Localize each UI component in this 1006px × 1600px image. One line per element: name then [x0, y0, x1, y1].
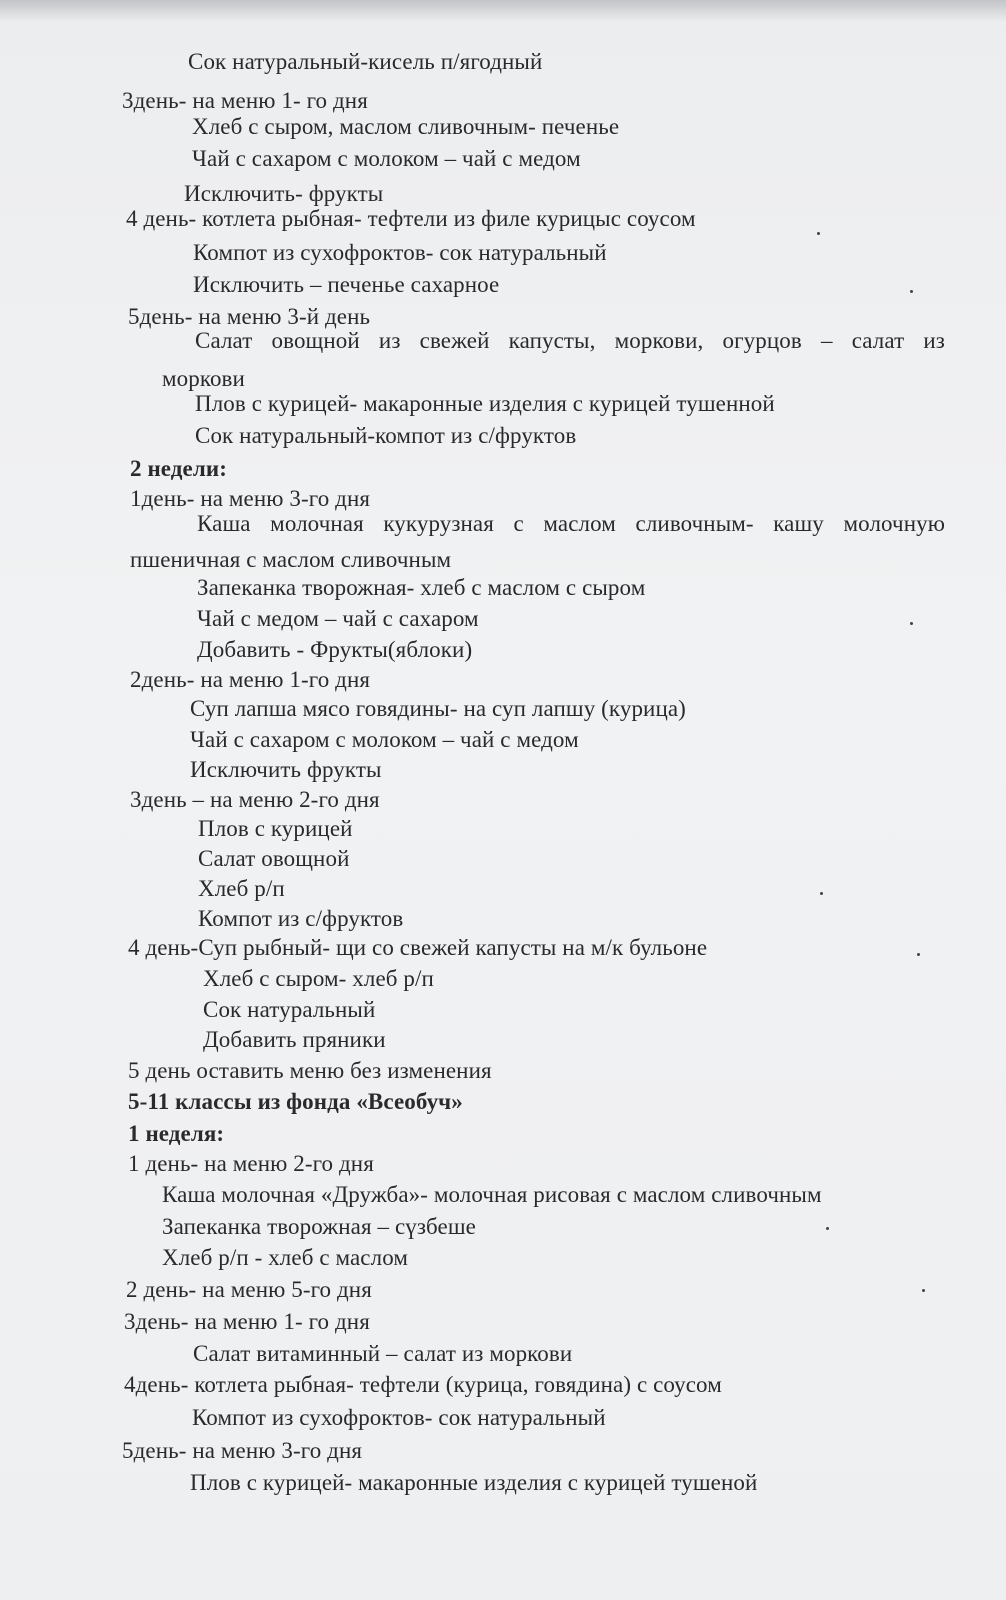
- text-line: Суп лапша мясо говядины- на суп лапшу (курица): [190, 696, 686, 721]
- text-line: Хлеб р/п - хлеб с маслом: [162, 1245, 409, 1270]
- text-line: Добавить пряники: [203, 1027, 386, 1052]
- text-line: Компот из сухофроктов- сок натуральный: [192, 1405, 606, 1430]
- day-heading: 1 день- на меню 2-го дня: [128, 1151, 374, 1176]
- text-line: Салат овощной из свежей капусты, моркови, огурцов – салат из: [195, 328, 945, 353]
- text-line: Запеканка творожная- хлеб с маслом с сыром: [197, 575, 646, 600]
- day-heading: 4 день- котлета рыбная- тефтели из филе курицыс соусом: [126, 206, 696, 231]
- paper-speck: [922, 1289, 925, 1292]
- paper-speck: [917, 953, 920, 956]
- day-heading: 3день- на меню 1- го дня: [122, 88, 368, 113]
- text-line: Компот из сухофроктов- сок натуральный: [193, 240, 607, 265]
- week-heading: 2 недели:: [130, 456, 227, 481]
- day-heading: 5 день оставить меню без изменения: [128, 1058, 492, 1083]
- day-heading: 4день- котлета рыбная- тефтели (курица, говядина) с соусом: [124, 1372, 722, 1397]
- text-line: Запеканка творожная – сүзбеше: [162, 1214, 476, 1239]
- day-heading: 5день- на меню 3-й день: [128, 304, 371, 329]
- text-line: Каша молочная кукурузная с маслом сливочным- кашу молочную: [197, 511, 945, 536]
- day-heading: 5день- на меню 3-го дня: [122, 1438, 363, 1463]
- text-line: Компот из с/фруктов: [198, 906, 404, 931]
- text-line: Исключить – печенье сахарное: [193, 272, 500, 297]
- text-line: моркови: [162, 366, 245, 391]
- text-line: Плов с курицей- макаронные изделия с курицей тушеной: [190, 1470, 758, 1495]
- text-line: Сок натуральный-кисель п/ягодный: [188, 49, 543, 74]
- text-line: Хлеб с сыром- хлеб р/п: [203, 966, 434, 991]
- text-line: Чай с медом – чай с сахаром: [197, 606, 479, 631]
- text-line: Плов с курицей- макаронные изделия с курицей тушенной: [195, 391, 775, 416]
- section-heading: 5-11 классы из фонда «Всеобуч»: [128, 1089, 463, 1114]
- text-line: Салат овощной: [198, 846, 350, 871]
- paper-speck: [817, 232, 820, 235]
- paper-speck: [910, 290, 913, 293]
- text-line: Хлеб с сыром, маслом сливочным- печенье: [192, 114, 620, 139]
- text-line: Хлеб р/п: [198, 876, 285, 901]
- day-heading: 4 день-Суп рыбный- щи со свежей капусты на м/к бульоне: [128, 935, 708, 960]
- paper-speck: [826, 1227, 829, 1230]
- text-line: Исключить фрукты: [190, 757, 382, 782]
- day-heading: 2день- на меню 1-го дня: [130, 667, 371, 692]
- day-heading: 3день – на меню 2-го дня: [130, 787, 380, 812]
- page-top-shadow: [0, 0, 1006, 22]
- text-line: Исключить- фрукты: [184, 181, 384, 206]
- text-line: Плов с курицей: [198, 816, 353, 841]
- paper-speck: [910, 622, 913, 625]
- week-heading: 1 неделя:: [128, 1121, 225, 1146]
- text-line: Добавить - Фрукты(яблоки): [197, 637, 473, 662]
- text-line: Салат витаминный – салат из моркови: [193, 1341, 573, 1366]
- day-heading: 1день- на меню 3-го дня: [130, 486, 371, 511]
- day-heading: 3день- на меню 1- го дня: [124, 1309, 370, 1334]
- text-line: Сок натуральный: [203, 997, 376, 1022]
- text-line: Чай с сахаром с молоком – чай с медом: [190, 727, 579, 752]
- paper-speck: [820, 892, 823, 895]
- text-line: Чай с сахаром с молоком – чай с медом: [192, 146, 581, 171]
- day-heading: 2 день- на меню 5-го дня: [126, 1277, 372, 1302]
- text-line: Сок натуральный-компот из с/фруктов: [195, 423, 577, 448]
- text-line: пшеничная с маслом сливочным: [130, 547, 452, 572]
- text-line: Каша молочная «Дружба»- молочная рисовая с маслом сливочным: [162, 1182, 822, 1207]
